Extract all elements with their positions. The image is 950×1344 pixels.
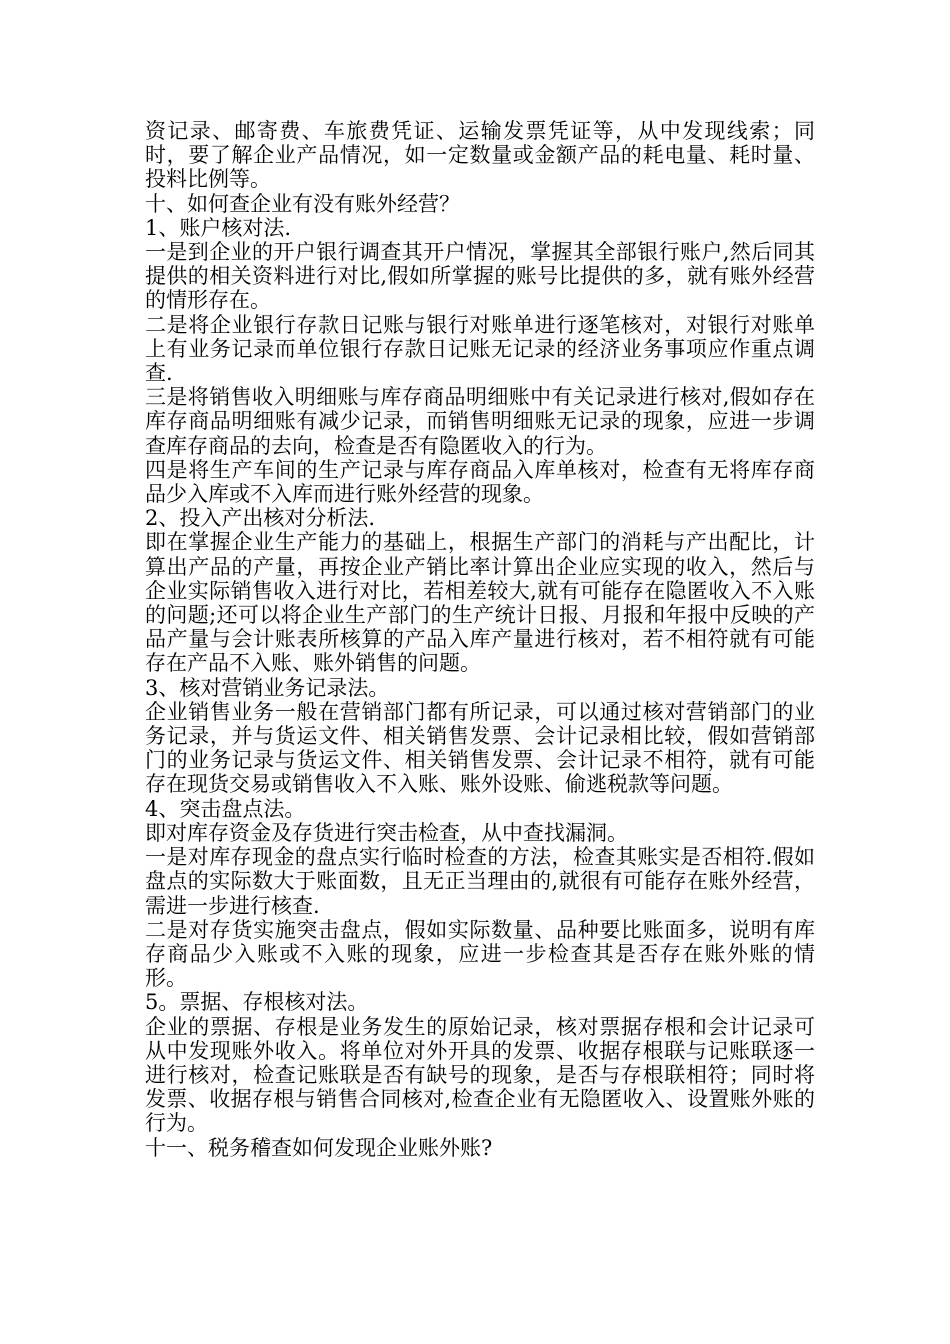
paragraph: 二是对存货实施突击盘点，假如实际数量、品种要比账面多，说明有库存商品少入账或不入账的现象，应进一步检查其是否存在账外账的情形。 — [145, 917, 815, 991]
paragraph: 一是对库存现金的盘点实行临时检查的方法，检查其账实是否相符.假如盘点的实际数大于账面数，且无正当理由的,就很有可能存在账外经营，需进一步进行核查. — [145, 845, 815, 918]
paragraph: 即对库存资金及存货进行突击检查，从中查找漏洞。 — [145, 820, 628, 845]
paragraph: 四是将生产车间的生产记录与库存商品入库单核对，检查有无将库存商品少入库或不入库而进行账外经营的现象。 — [145, 457, 815, 507]
paragraph: 三是将销售收入明细账与库存商品明细账中有关记录进行核对,假如存在库存商品明细账有减少记录，而销售明细账无记录的现象，应进一步调查库存商品的去向，检查是否有隐匿收入的行为。 — [145, 385, 815, 458]
paragraph: 企业销售业务一般在营销部门都有所记录，可以通过核对营销部门的业务记录，并与货运文件、相关销售发票、会计记录相比较，假如营销部门的业务记录与货运文件、相关销售发票、会计记录不相符，就有可能存在现货交易或销售收入不入账、账外设账、偷逃税款等问题。 — [145, 699, 815, 797]
subheading-account-check: 1、账户核对法. — [145, 215, 292, 240]
paragraph-continuation: 资记录、邮寄费、车旅费凭证、运输发票凭证等，从中发现线索；同时，要了解企业产品情况，如一定数量或金额产品的耗电量、耗时量、投料比例等。 — [145, 119, 815, 192]
paragraph: 企业的票据、存根是业务发生的原始记录，核对票据存根和会计记录可从中发现账外收入。将单位对外开具的发票、收据存根联与记账联逐一进行核对，检查记账联是否有缺号的现象，是否与存根联相符；同时将发票、收据存根与销售合同核对,检查企业有无隐匿收入、设置账外账的行为。 — [145, 1014, 815, 1136]
paragraph: 二是将企业银行存款日记账与银行对账单进行逐笔核对，对银行对账单上有业务记录而单位银行存款日记账无记录的经济业务事项应作重点调查. — [145, 312, 815, 386]
paragraph: 一是到企业的开户银行调查其开户情况，掌握其全部银行账户,然后同其提供的相关资料进行对比,假如所掌握的账号比提供的多，就有账外经营的情形存在。 — [145, 240, 815, 313]
subheading-sales-records: 3、核对营销业务记录法。 — [145, 675, 390, 700]
section-heading-11: 十一、税务稽查如何发现企业账外账? — [145, 1135, 493, 1160]
body-text — [145, 119, 815, 1160]
section-heading-10: 十、如何查企业有没有账外经营？ — [145, 191, 460, 216]
subheading-input-output: 2、投入产出核对分析法. — [145, 506, 376, 531]
paragraph: 即在掌握企业生产能力的基础上，根据生产部门的消耗与产出配比，计算出产品的产量，再按企业产销比率计算出企业应实现的收入，然后与企业实际销售收入进行对比，若相差较大,就有可能存在隐匿收入不入账的问题;还可以将企业生产部门的生产统计日报、月报和年报中反映的产品产量与会计账表所核算的产品入库产量进行核对，若不相符就有可能存在产品不入账、账外销售的问题。 — [145, 530, 815, 676]
subheading-receipts-stubs: 5。票据、存根核对法。 — [145, 990, 369, 1015]
subheading-surprise-inventory: 4、突击盘点法。 — [145, 796, 306, 821]
